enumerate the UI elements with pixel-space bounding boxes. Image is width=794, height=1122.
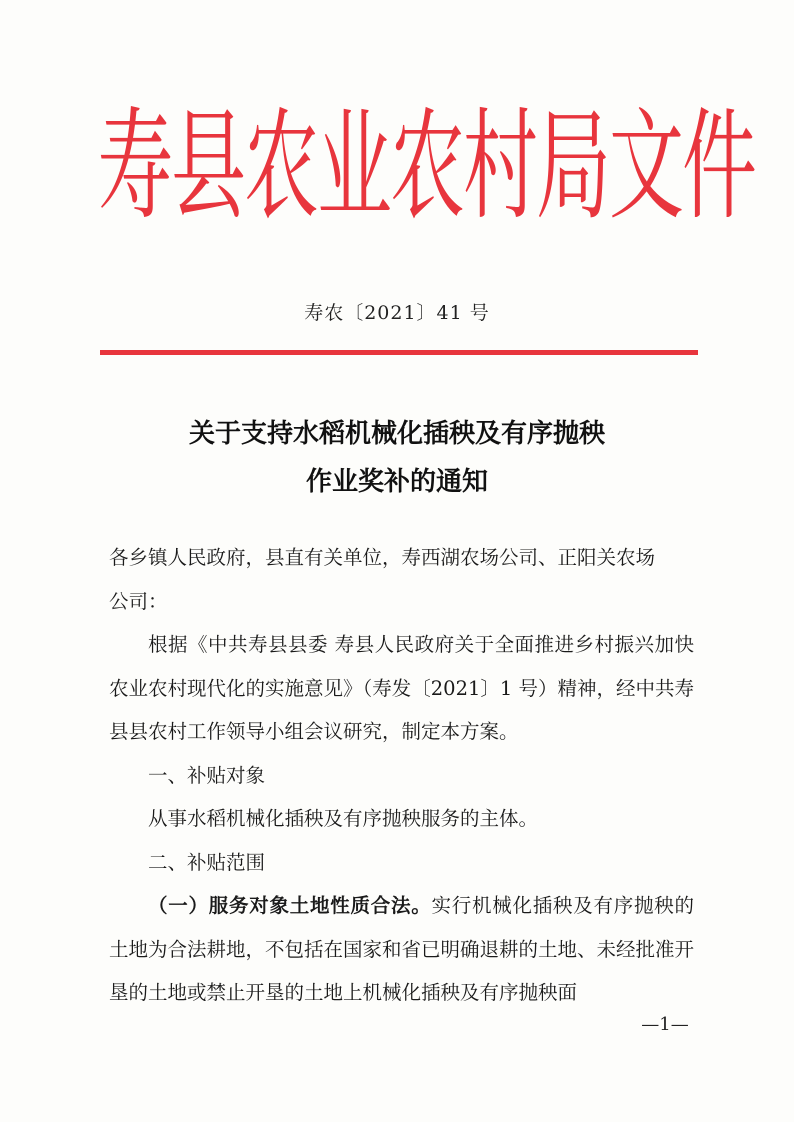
paragraph-land-legality bbox=[109, 884, 694, 1015]
section-heading-subsidy-scope: 二、补贴范围 bbox=[148, 850, 266, 874]
document-number: 寿农〔2021〕41 号 bbox=[304, 302, 490, 324]
recipients-line-1: 各乡镇人民政府，县直有关单位，寿西湖农场公司、正阳关农场 bbox=[109, 546, 656, 569]
paragraph-basis: 根据《中共寿县县委 寿县人民政府关于全面推进乡村振兴加快农业农村现代化的实施意见》（寿发〔2021〕1 号）精神，经中共寿县县农村工作领导小组会议研究，制定本方案。 bbox=[109, 633, 694, 743]
notice-title-line-1: 关于支持水稻机械化插秧及有序抛秧 bbox=[188, 419, 605, 449]
section-heading-subsidy-target: 一、补贴对象 bbox=[148, 763, 266, 787]
paragraph-land-legality-text: 实行机械化插秧及有序抛秧的土地为合法耕地，不包括在国家和省已明确退耕的土地、未经批准开垦的土地或禁止开垦的土地上机械化插秧及有序抛秧面 bbox=[109, 894, 695, 1004]
page-number: —1— bbox=[641, 1014, 689, 1035]
subheading-land-legality: （一）服务对象土地性质合法。 bbox=[148, 894, 432, 917]
issuing-authority-header: 寿县农业农村局文件 bbox=[98, 95, 756, 237]
red-divider-line bbox=[100, 350, 698, 355]
notice-title-line-2: 作业奖补的通知 bbox=[305, 467, 488, 497]
document-body bbox=[109, 536, 694, 1015]
paragraph-subsidy-target: 从事水稻机械化插秧及有序抛秧服务的主体。 bbox=[148, 807, 539, 830]
notice-title bbox=[0, 410, 794, 506]
recipients-line-2: 公司： bbox=[109, 589, 168, 613]
